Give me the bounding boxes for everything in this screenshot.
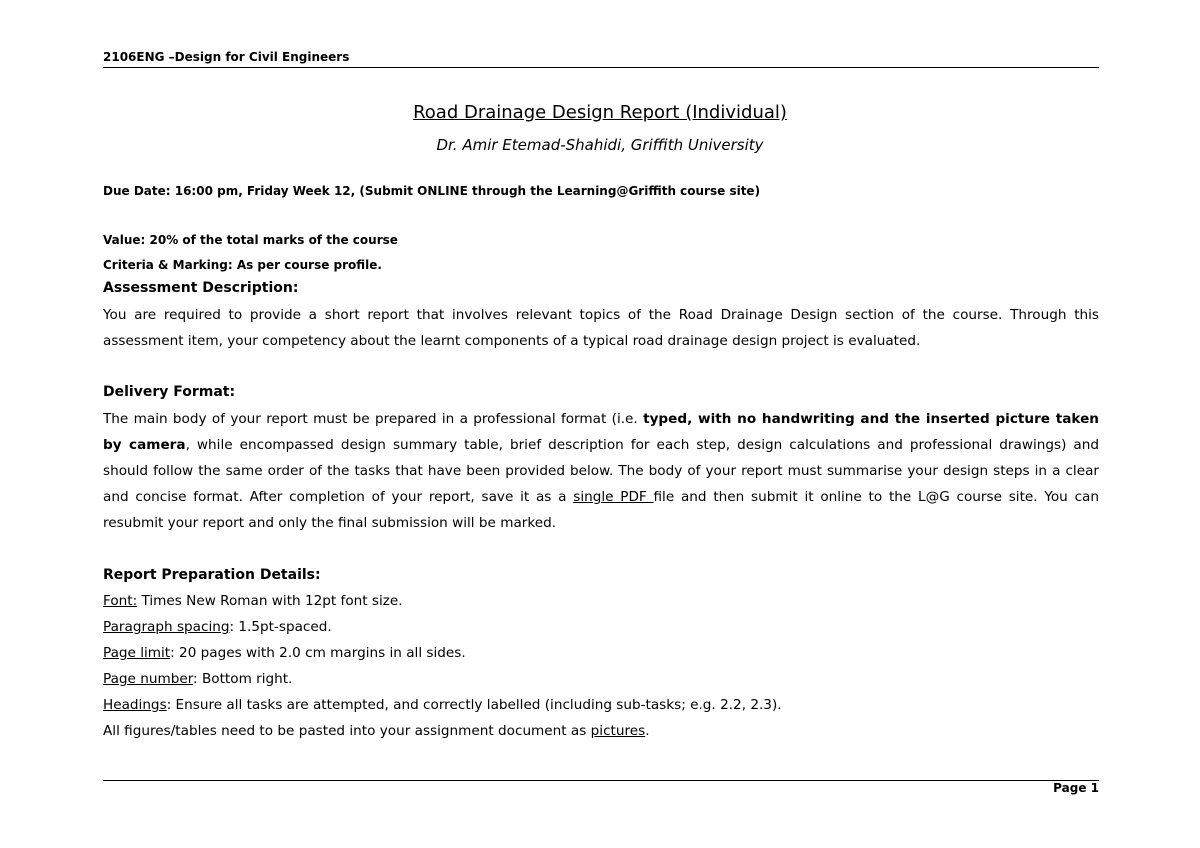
delivery-text-2: , while encompassed design summary table, brief description for each step, design calculations and professional drawings) and should follow the same order of the tasks that have been provided below. The body of your report must summarise your design steps in a clear and concise format. After completion of your report, save it as a [103,437,1100,505]
detail-label: Paragraph spacing [103,619,230,635]
delivery-text-1: The main body of your report must be prepared in a professional format (i.e. [103,411,644,427]
assessment-description: You are required to provide a short report that involves relevant topics of the Road Drainage Design section of the course. Through this assessment item, your competency about the learnt components of a typical road drainage design project is evaluated. [103,307,1099,349]
detail-text: : 1.5pt-spaced. [229,619,332,635]
detail-label: Font: [103,593,138,609]
detail-text: All figures/tables need to be pasted into your assignment document as [103,723,591,739]
delivery-description [103,406,1099,536]
delivery-text-3: file and then submit it online to the L@G course site. You can resubmit your report and only the final submission will be marked. [103,489,1099,531]
detail-font [103,593,403,609]
running-header: 2106ENG –Design for Civil Engineers [103,50,350,64]
detail-label: Page number [103,671,194,687]
detail-label: Page limit [103,645,171,661]
pictures-emphasis: pictures [590,723,646,739]
single-pdf-emphasis: single PDF [573,489,654,505]
detail-text-end: . [645,723,650,739]
detail-headings [103,697,782,713]
author-line: Dr. Amir Etemad-Shahidi, Griffith University [436,136,764,154]
detail-figures [103,723,650,739]
detail-text: Times New Roman with 12pt font size. [137,593,403,609]
detail-text: : Bottom right. [193,671,293,687]
detail-paragraph-spacing [103,619,332,635]
detail-label: Headings [103,697,167,713]
criteria-line: Criteria & Marking: As per course profile. [103,258,382,272]
detail-text: : Ensure all tasks are attempted, and correctly labelled (including sub-tasks; e.g. 2.2, 2.3). [166,697,782,713]
delivery-heading: Delivery Format: [103,384,236,400]
delivery-bold-text: typed, with no handwriting and the inserted picture taken by camera [103,411,1099,453]
due-date: Due Date: 16:00 pm, Friday Week 12, (Submit ONLINE through the Learning@Griffith course site) [103,184,761,198]
detail-text: : 20 pages with 2.0 cm margins in all sides. [170,645,466,661]
detail-page-number [103,671,292,687]
page-title: Road Drainage Design Report (Individual) [413,102,787,123]
detail-page-limit [103,645,466,661]
report-prep-heading: Report Preparation Details: [103,567,321,583]
footer-divider [103,780,1099,781]
assessment-heading: Assessment Description: [103,280,299,296]
header-divider [103,67,1099,68]
value-line: Value: 20% of the total marks of the course [103,233,398,247]
page-number-label: Page 1 [1053,781,1099,795]
